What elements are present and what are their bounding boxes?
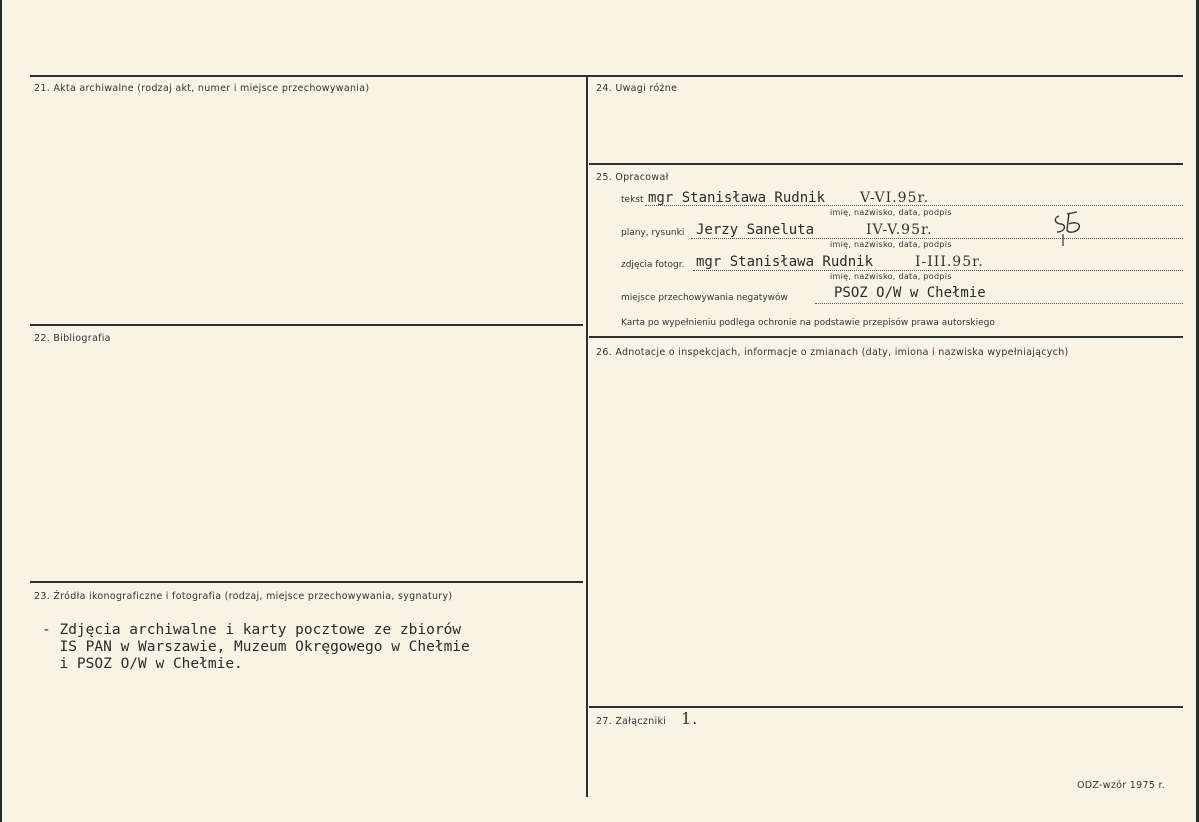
rule-24-25 (589, 163, 1183, 165)
section-27-label: 27. Załączniki (596, 716, 667, 727)
tekst-label: tekst (621, 195, 644, 205)
zdjecia-value: mgr Stanisława Rudnik (696, 254, 874, 270)
section-24-label: 24. Uwagi różne (596, 83, 678, 94)
caption-3: imię, nazwisko, data, podpis (830, 272, 952, 281)
plany-value: Jerzy Saneluta (696, 222, 815, 238)
rule-21-22 (30, 324, 583, 326)
section-23-label: 23. Źródła ikonograficzne i fotografia (rodzaj, miejsce przechowywania, sygnatury) (34, 591, 453, 602)
section-27-value: 1. (681, 709, 699, 728)
section-23-text: - Zdjęcia archiwalne i karty pocztowe ze zbiorów IS PAN w Warszawie, Muzeum Okręgowego w Chełmie i PSOZ O/W w Chełmie. (42, 622, 470, 672)
rule-25-26 (589, 336, 1183, 338)
signature-mark (1047, 210, 1087, 248)
plany-date: IV-V.95r. (866, 222, 933, 238)
section-25-label: 25. Opracował (596, 172, 669, 183)
caption-1: imię, nazwisko, data, podpis (830, 208, 952, 217)
tekst-value: mgr Stanisława Rudnik (648, 190, 826, 206)
center-divider (586, 75, 588, 797)
negatywy-line (815, 303, 1183, 304)
plany-line (691, 238, 1183, 239)
caption-2: imię, nazwisko, data, podpis (830, 240, 952, 249)
form-footer: ODZ-wzór 1975 r. (1077, 780, 1166, 791)
tekst-date: V-VI.95r. (860, 190, 930, 206)
zdjecia-label: zdjęcia fotogr. (621, 260, 685, 270)
section-21-label: 21. Akta archiwalne (rodzaj akt, numer i miejsce przechowywania) (34, 83, 370, 94)
copyright-note: Karta po wypełnieniu podlega ochronie na podstawie przepisów prawa autorskiego (621, 318, 995, 328)
negatywy-value: PSOZ O/W w Chełmie (834, 285, 986, 301)
zdjecia-date: I-III.95r. (915, 254, 984, 270)
zdjecia-line (693, 270, 1183, 271)
negatywy-label: miejsce przechowywania negatywów (621, 293, 788, 303)
rule-26-27 (589, 706, 1183, 708)
rule-22-23 (30, 581, 583, 583)
plany-label: plany, rysunki (621, 228, 685, 238)
top-rule (30, 75, 1183, 77)
section-26-label: 26. Adnotacje o inspekcjach, informacje o zmianach (daty, imiona i nazwiska wypełniających) (596, 347, 1069, 358)
section-22-label: 22. Bibliografia (34, 333, 111, 344)
